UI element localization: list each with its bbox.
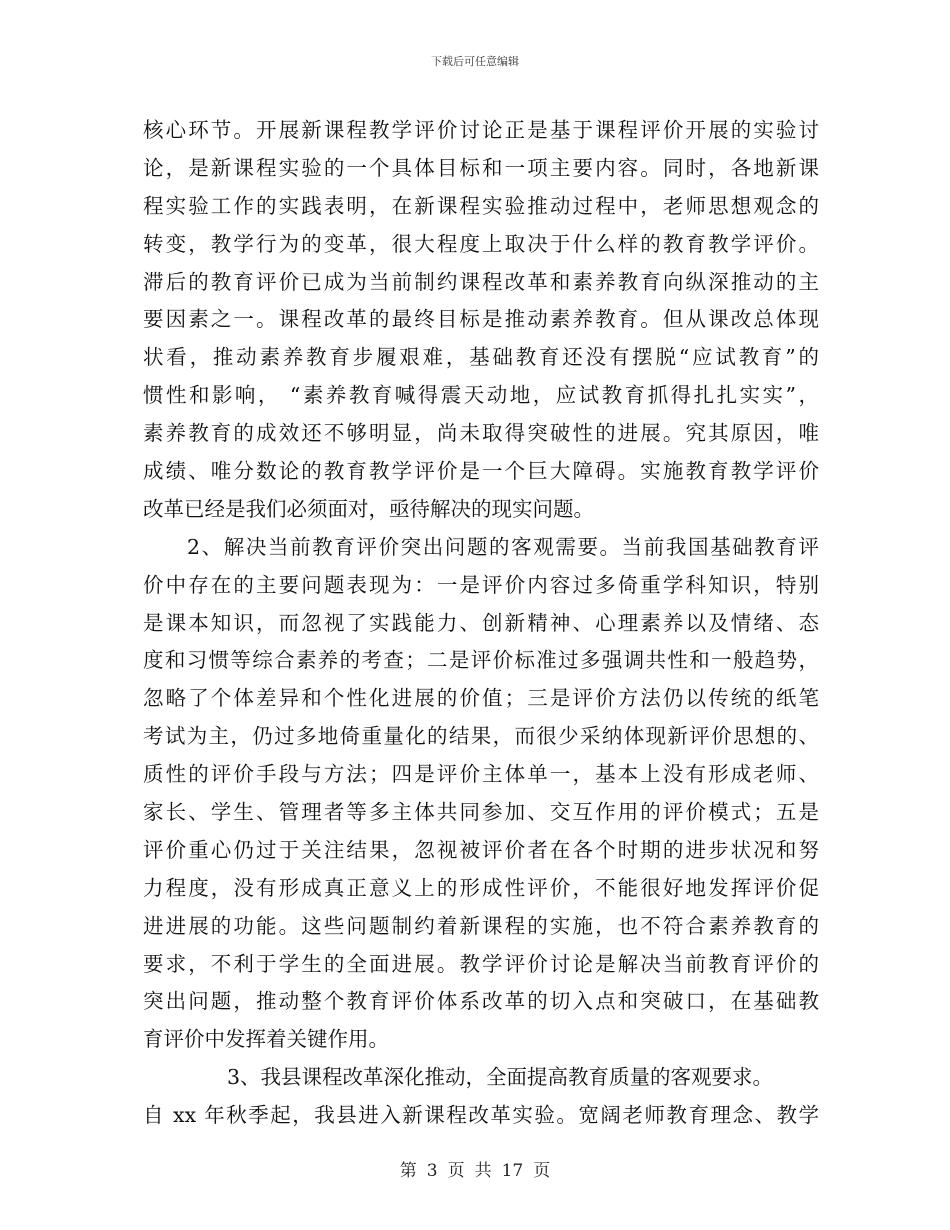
current-page-number: 3 xyxy=(426,1161,438,1181)
text-line: 力程度，没有形成真正意义上的形成性评价，不能很好地发挥评价促 xyxy=(143,875,819,900)
text-line: 评价重心仍过于关注结果，忽视被评价者在各个时期的进步状况和努 xyxy=(143,837,819,862)
text-line: 进进展的功能。这些问题制约着新课程的实施，也不符合素养教育的 xyxy=(143,913,819,938)
text-line: 度和习惯等综合素养的考查；二是评价标准过多强调共性和一般趋势， xyxy=(143,648,819,673)
text-line: 家长、学生、管理者等多主体共同参加、交互作用的评价模式；五是 xyxy=(143,800,819,825)
page-header: 下载后可任意编辑 xyxy=(431,55,519,68)
text-line: 考试为主，仍过多地倚重量化的结果，而很少采纳体现新评价思想的、 xyxy=(143,724,819,749)
text-line: 状看，推动素养教育步履艰难，基础教育还没有摆脱“应试教育”的 xyxy=(143,345,819,370)
text-line: 要求，不利于学生的全面进展。教学评价讨论是解决当前教育评价的 xyxy=(143,951,819,976)
text-line: 价中存在的主要问题表现为：一是评价内容过多倚重学科知识，特别 xyxy=(143,572,819,597)
text-line: 忽略了个体差异和个性化进展的价值；三是评价方法仍以传统的纸笔 xyxy=(143,686,819,711)
text-line: 成绩、唯分数论的教育教学评价是一个巨大障碍。实施教育教学评价 xyxy=(143,459,819,484)
total-pages-number: 17 xyxy=(501,1161,524,1181)
text-line: 滞后的教育评价已成为当前制约课程改革和素养教育向纵深推动的主 xyxy=(143,269,819,294)
text-line: 要因素之一。课程改革的最终目标是推动素养教育。但从课改总体现 xyxy=(143,307,819,332)
footer-label-ye: 页 xyxy=(447,1161,465,1181)
paragraph-start-line: 2、解决当前教育评价突出问题的客观需要。当前我国基础教育评 xyxy=(187,534,819,559)
footer-label-total: 共 xyxy=(474,1161,492,1181)
text-line: 转变，教学行为的变革，很大程度上取决于什么样的教育教学评价。 xyxy=(143,231,819,256)
text-line: 质性的评价手段与方法；四是评价主体单一，基本上没有形成老师、 xyxy=(143,762,819,787)
footer-label-ye2: 页 xyxy=(533,1161,551,1181)
text-line: 突出问题，推动整个教育评价体系改革的切入点和突破口，在基础教 xyxy=(143,989,819,1014)
footer-label-page: 第 xyxy=(399,1161,417,1181)
text-line: 改革已经是我们必须面对，亟待解决的现实问题。 xyxy=(143,496,594,521)
text-line: 素养教育的成效还不够明显，尚未取得突破性的进展。究其原因，唯 xyxy=(143,421,819,446)
document-body xyxy=(143,112,819,1135)
paragraph-start-line: 3、我县课程改革深化推动，全面提高教育质量的客观要求。 xyxy=(227,1065,774,1090)
text-line: 自 xx 年秋季起，我县进入新课程改革实验。宽阔老师教育理念、教学 xyxy=(143,1103,819,1128)
text-line: 育评价中发挥着关键作用。 xyxy=(143,1027,389,1052)
text-line: 核心环节。开展新课程教学评价讨论正是基于课程评价开展的实验讨 xyxy=(143,118,819,142)
text-line: 程实验工作的实践表明，在新课程实验推动过程中，老师思想观念的 xyxy=(143,193,819,218)
text-line: 论，是新课程实验的一个具体目标和一项主要内容。同时，各地新课 xyxy=(143,155,819,180)
page-footer xyxy=(0,1156,950,1181)
text-line: 惯性和影响， “素养教育喊得震天动地，应试教育抓得扎扎实实”， xyxy=(143,383,819,408)
text-line: 是课本知识，而忽视了实践能力、创新精神、心理素养以及情绪、态 xyxy=(143,610,819,635)
